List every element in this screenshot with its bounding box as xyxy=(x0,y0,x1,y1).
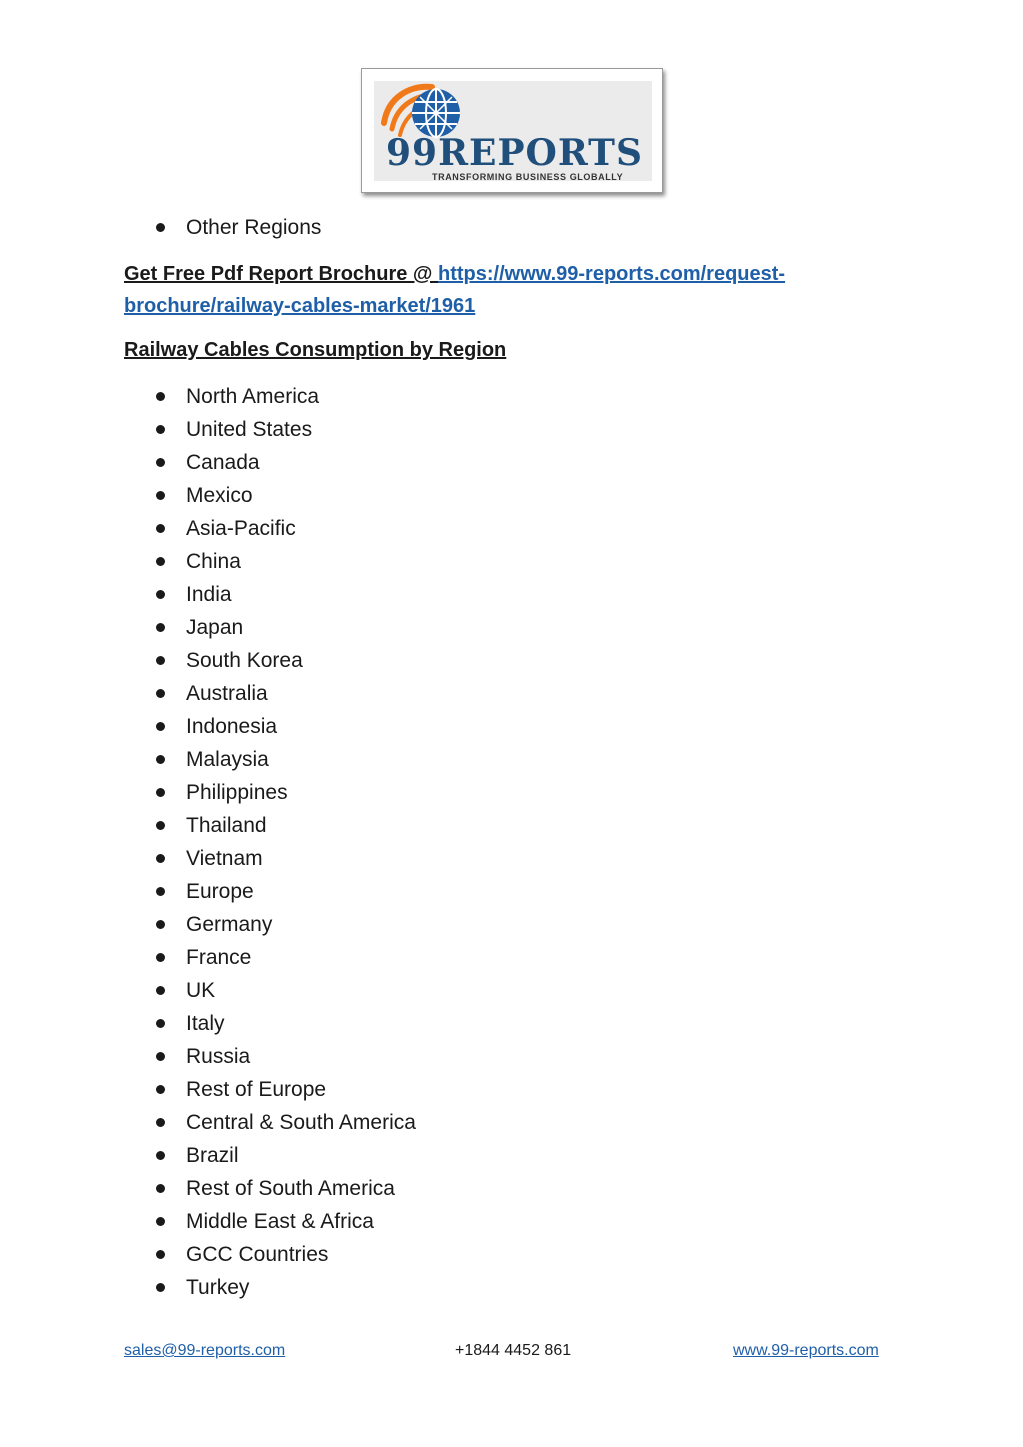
list-item xyxy=(0,446,416,479)
list-item xyxy=(0,1040,416,1073)
footer-website-link[interactable]: www.99-reports.com xyxy=(733,1342,879,1359)
list-item xyxy=(0,974,416,1007)
bullet-icon xyxy=(156,887,165,896)
bullet-icon xyxy=(156,821,165,830)
list-item xyxy=(0,644,416,677)
region-label: Middle East & Africa xyxy=(186,1210,374,1233)
bullet-icon xyxy=(156,524,165,533)
list-item xyxy=(0,875,416,908)
region-label: Indonesia xyxy=(186,715,278,738)
bullet-icon xyxy=(156,491,165,500)
region-label: Mexico xyxy=(186,484,253,507)
brochure-link[interactable]: https://www.99-reports.com/request-brochure/railway-cables-market/1961 xyxy=(124,263,786,317)
list-item xyxy=(0,545,416,578)
list-item xyxy=(0,1106,416,1139)
bullet-icon xyxy=(156,425,165,434)
list-item xyxy=(0,908,416,941)
list-item xyxy=(0,743,416,776)
bullet-icon xyxy=(156,689,165,698)
bullet-icon xyxy=(156,656,165,665)
bullet-icon xyxy=(156,623,165,632)
region-label: Russia xyxy=(186,1045,251,1068)
list-item xyxy=(0,677,416,710)
region-label: Australia xyxy=(186,682,268,705)
region-label: Germany xyxy=(186,913,273,936)
region-list xyxy=(0,380,416,1304)
list-item xyxy=(0,1139,416,1172)
bullet-icon xyxy=(156,223,165,232)
list-item xyxy=(0,1073,416,1106)
bullet-icon xyxy=(156,1283,165,1292)
region-label: Vietnam xyxy=(186,847,263,870)
logo-background xyxy=(374,81,652,181)
logo-tagline: TRANSFORMING BUSINESS GLOBALLY xyxy=(432,172,624,181)
list-item xyxy=(0,842,416,875)
brochure-lead: Get Free Pdf Report Brochure @ xyxy=(124,263,438,285)
list-item xyxy=(0,380,416,413)
bullet-icon xyxy=(156,788,165,797)
region-label: Canada xyxy=(186,451,260,474)
section-heading: Railway Cables Consumption by Region xyxy=(124,339,507,361)
region-label: Japan xyxy=(186,616,244,639)
list-item xyxy=(0,1238,416,1271)
region-label: France xyxy=(186,946,252,969)
region-label: Thailand xyxy=(186,814,267,837)
region-label: Malaysia xyxy=(186,748,269,771)
region-label: Italy xyxy=(186,1012,225,1035)
bullet-icon xyxy=(156,920,165,929)
bullet-icon xyxy=(156,986,165,995)
region-label: China xyxy=(186,550,241,573)
list-item xyxy=(0,578,416,611)
footer-phone: +1844 4452 861 xyxy=(455,1342,572,1359)
list-item xyxy=(0,611,416,644)
bullet-icon xyxy=(156,458,165,467)
list-item xyxy=(0,1172,416,1205)
list-item xyxy=(0,710,416,743)
region-label: Central & South America xyxy=(186,1111,416,1134)
list-item xyxy=(0,941,416,974)
region-label: Philippines xyxy=(186,781,288,804)
logo-wordmark: 99REPORTS xyxy=(386,132,643,174)
region-label: South Korea xyxy=(186,649,303,672)
bullet-icon xyxy=(156,1184,165,1193)
region-label: UK xyxy=(186,979,216,1002)
region-label: Europe xyxy=(186,880,254,903)
list-item xyxy=(0,479,416,512)
region-label: North America xyxy=(186,385,320,408)
list-item xyxy=(0,512,416,545)
brochure-paragraph xyxy=(124,258,884,322)
bullet-icon xyxy=(156,1019,165,1028)
bullet-icon xyxy=(156,755,165,764)
bullet-icon xyxy=(156,1118,165,1127)
bullet-icon xyxy=(156,1052,165,1061)
region-label: India xyxy=(186,583,232,606)
bullet-icon xyxy=(156,1217,165,1226)
bullet-icon xyxy=(156,1250,165,1259)
bullet-icon xyxy=(156,722,165,731)
region-label: Turkey xyxy=(186,1276,250,1299)
list-item xyxy=(0,413,416,446)
region-label: Asia-Pacific xyxy=(186,517,296,540)
region-label: Rest of South America xyxy=(186,1177,395,1200)
region-label: Brazil xyxy=(186,1144,239,1167)
list-item xyxy=(0,809,416,842)
bullet-icon xyxy=(156,854,165,863)
bullet-icon xyxy=(156,590,165,599)
list-item: Other Regions xyxy=(0,211,321,244)
list-item xyxy=(0,776,416,809)
top-region-list xyxy=(0,211,321,244)
bullet-icon xyxy=(156,1151,165,1160)
region-label: GCC Countries xyxy=(186,1243,329,1266)
list-item xyxy=(0,1271,416,1304)
bullet-icon xyxy=(156,392,165,401)
bullet-icon xyxy=(156,557,165,566)
list-item xyxy=(0,1205,416,1238)
bullet-icon xyxy=(156,1085,165,1094)
bullet-icon xyxy=(156,953,165,962)
company-logo xyxy=(361,68,663,193)
region-label: United States xyxy=(186,418,313,441)
footer-email-link[interactable]: sales@99-reports.com xyxy=(124,1342,286,1359)
list-item xyxy=(0,1007,416,1040)
region-label: Rest of Europe xyxy=(186,1078,327,1101)
